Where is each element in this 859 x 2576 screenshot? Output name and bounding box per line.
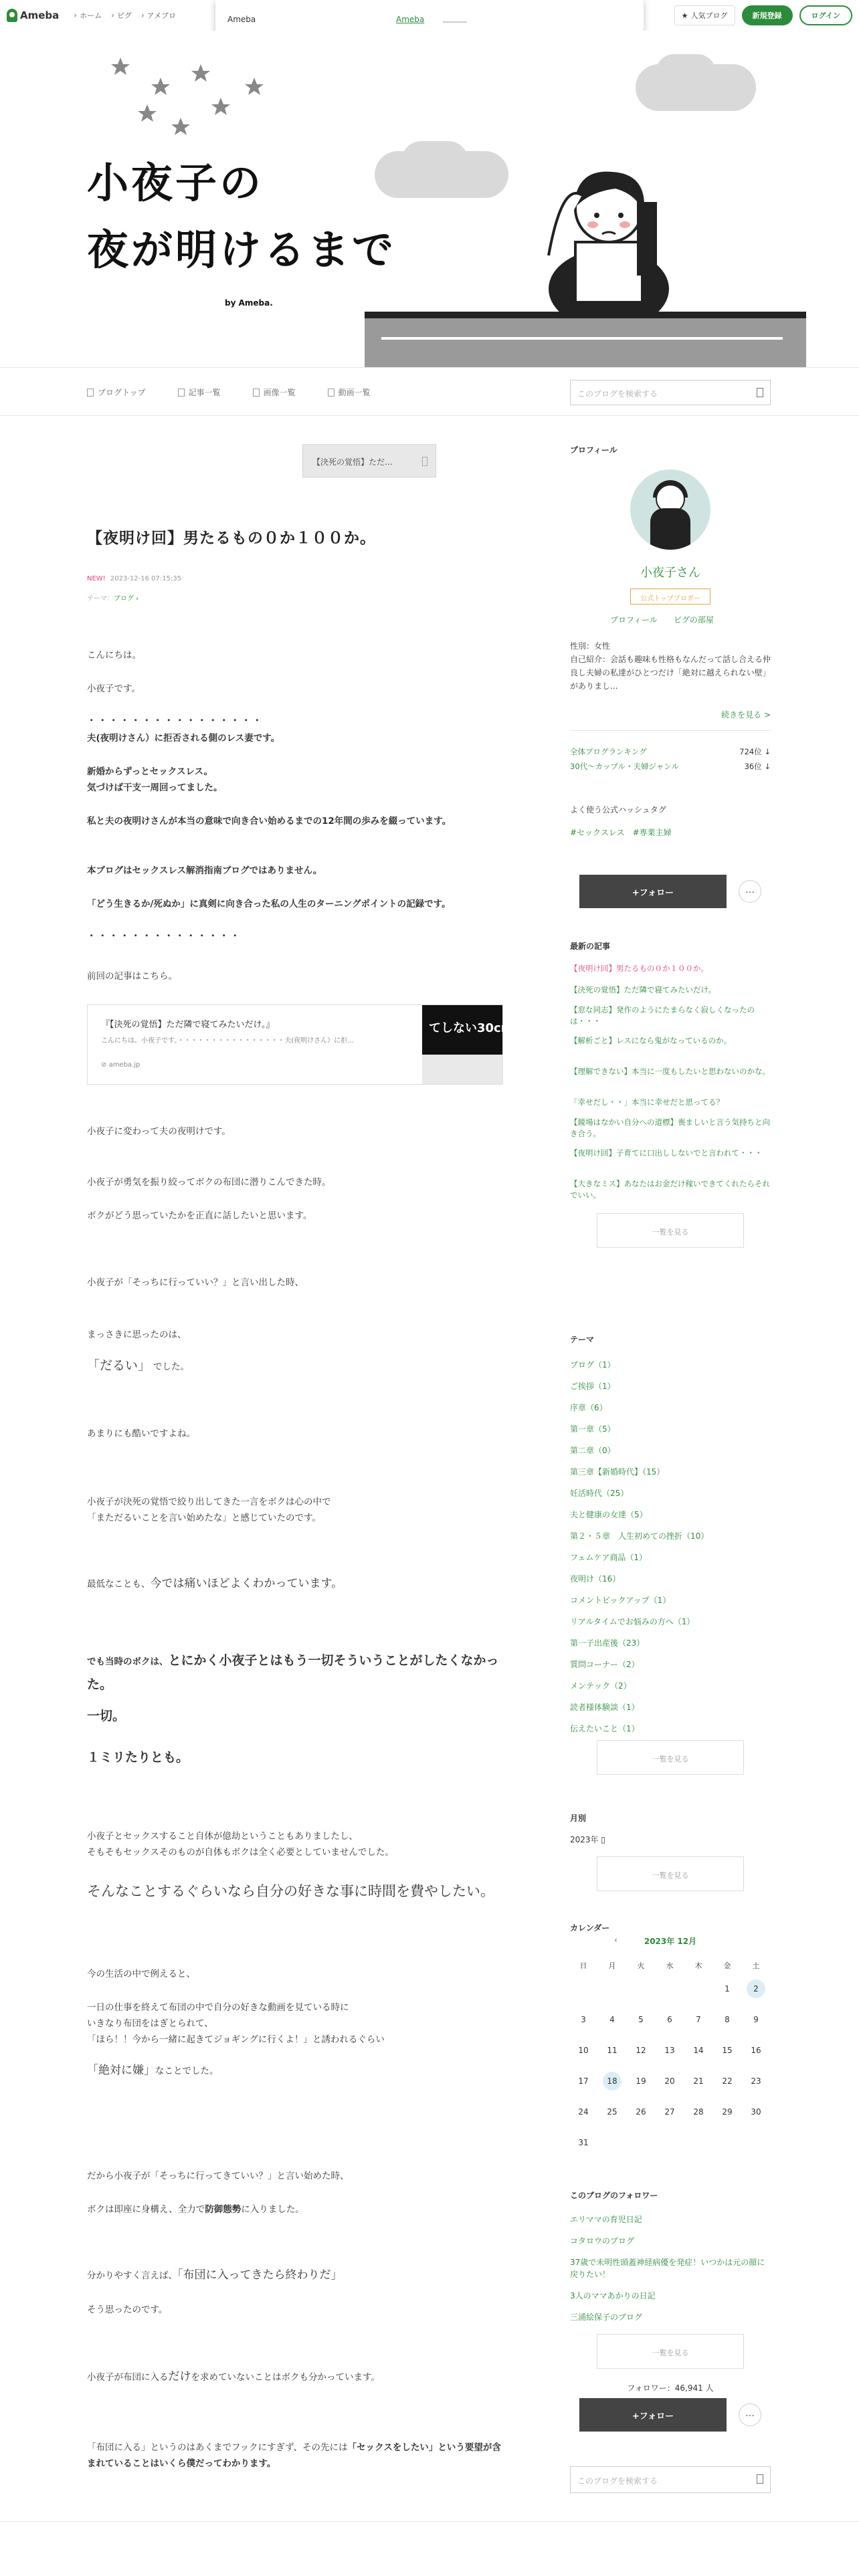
ranking-genre[interactable] [570,761,771,772]
theme-item[interactable]: 夫と健康の女達（5） [570,1510,648,1519]
calendar-day-number: 31 [578,2138,589,2147]
calendar-day-number: 30 [751,2107,761,2117]
calendar-day [685,2038,712,2062]
calendar-day-number: 14 [693,2046,704,2055]
blog-search-input[interactable] [570,380,771,405]
paragraph [87,2062,503,2079]
emphasis-text: とにかく小夜子とはもう一切そういうことがしたくなかった。 [87,1653,499,1692]
calendar-day [656,2069,683,2093]
calendar-day-number: 15 [722,2046,733,2055]
paragraph [87,1649,503,1697]
paragraph: 一切。 [87,1709,126,1723]
table-illustration [365,312,806,368]
follower-blog[interactable]: コタロウのブログ [570,2236,635,2246]
emphasis-text: 「だるい」 [87,1358,145,1373]
hashtag[interactable]: #セックスレス [570,828,625,837]
article-link-card[interactable] [87,1004,514,1085]
chevron-right-icon: › [134,595,139,603]
link-card-host [101,1061,140,1069]
popular-blog-link[interactable] [674,5,735,25]
pigg-room-link[interactable]: ピグの部屋 [673,615,714,625]
follower-blog[interactable]: 三浦絵保子のブログ [570,2313,643,2322]
paragraph: 新婚からずっとセックスレス。 [87,766,213,777]
latest-article[interactable]: 【決死の覚悟】ただ隣で寝てみたいだけ。 [570,985,717,994]
calendar-day [628,2008,654,2032]
banner-title [87,150,396,284]
theme-item[interactable]: コメントピックアップ（1） [570,1596,671,1605]
paragraph-text: ボクは即座に身構え、全力で [87,2204,205,2215]
calendar-day-number: 24 [578,2107,589,2117]
calendar-day-number: 23 [751,2076,761,2086]
paragraph: 気づけば干支一周回ってました。 [87,782,223,793]
follow-button[interactable]: +フォロー [579,875,727,908]
calendar-day [714,2100,741,2124]
calendar-day-number: 2 [747,1979,765,1998]
emphasis-text: 防御態勢 [205,2204,242,2215]
calendar-day-number: 28 [693,2107,704,2117]
theme-link[interactable]: ブログ [114,595,134,603]
paragraph: ・・・・・・・・・・・・・・ [87,931,242,942]
profile-links [610,614,714,625]
thumbnail-text: てしない30cm [429,1021,514,1035]
calendar-day-number: 6 [667,2015,672,2024]
paragraph: 小夜子が「そっちに行っていい？」と言い出した時、 [87,1277,304,1288]
banner-title-line2: 夜が明けるまで [87,225,397,274]
calendar-day [743,2008,769,2032]
paragraph-text: でした。 [153,1362,190,1372]
calendar-day-number: 10 [578,2046,589,2055]
ranking-genre-label: 30代〜カップル・夫婦ジャンル [570,762,680,771]
calendar-weekday: 日 [579,1961,587,1970]
popup-divider [443,21,467,23]
calendar-day-number: 16 [751,2046,761,2055]
paragraph-text: なことでした。 [155,2066,219,2076]
footer-divider [0,2521,859,2522]
latest-article[interactable]: 【夜明け回】子育てに口出ししないでと言われて・・・ [570,1148,763,1158]
paragraph-text: 分かりやすく言えば、 [87,2270,177,2281]
table-line [381,337,783,340]
emphasis-text: 「絶対に嫌」 [87,2064,155,2077]
paragraph: 一日の仕事を終えて布団の中で自分の好きな動画を見ている時に [87,2002,349,2013]
paragraph: 前回の記事はこちら。 [87,971,177,982]
latest-article[interactable]: 【夜明け回】男たるもの０か１００か。 [570,964,708,973]
nav-article-list[interactable] [178,387,221,398]
star-icon: ★ [681,11,688,20]
theme-item[interactable]: 第一子出産後（23） [570,1638,645,1648]
home-icon [87,389,94,397]
paragraph: 小夜子です。 [87,683,140,694]
paragraph: あまりにも酷いですよね。 [87,1428,195,1439]
theme-item[interactable]: ご挨拶（1） [570,1382,615,1391]
link-card-title: 『【決死の覚悟】ただ隣で寝てみたいだけ。』 [101,1020,275,1030]
nav-blog-top-label: ブログトップ [98,388,146,397]
calendar-day [743,2069,769,2093]
nav-image-list-label: 画像一覧 [263,388,296,397]
paragraph: 小夜子に変わって夫の夜明けです。 [87,1126,231,1137]
paragraph-text: 最低なことも、 [87,1579,151,1590]
calendar-day-number: 21 [693,2076,704,2086]
stars-decoration [107,51,281,138]
emphasis-text: 今では痛いほどよくわかっています。 [150,1577,343,1590]
official-blogger-badge[interactable]: 公式トップブロガー [630,588,710,605]
profile-link[interactable]: プロフィール [610,615,658,625]
video-icon [328,389,335,397]
nav-video-list-label: 動画一覧 [338,388,371,397]
month-select-value: 2023年 [570,1835,599,1844]
prev-article-button[interactable] [302,444,436,477]
paragraph: ・・・・・・・・・・・・・・・・ [87,716,264,726]
article-theme [87,593,138,603]
calendar-day-number: 18 [603,2072,622,2090]
calendar-day[interactable] [599,2069,626,2093]
chevron-down-icon: ▯ [598,1835,605,1844]
paragraph-text: 「布団に入る」というのはあくまでフックにすぎず、その先には [87,2442,348,2453]
theme-item[interactable]: 第２・５章 人生初めての挫折（10） [570,1531,709,1541]
ranking-overall[interactable] [570,746,771,757]
theme-item[interactable]: 第二章（0） [570,1446,615,1455]
follower-blog[interactable]: 37歳で未明性頭蓋神経病優を発症！いつかは元の顔に戻りたい！ [570,2258,765,2279]
follower-count: フォロワー：46,941 人 [627,2383,714,2393]
article-meta [87,575,181,582]
latest-article[interactable]: 「幸せだし・・」本当に幸せだと思ってる？ [570,1097,724,1107]
calendar-day [628,2100,654,2124]
paragraph: 「どう生きるか/死ぬか」に真剣に向き合った私の人生のターニングポイントの記録です。 [87,899,451,909]
theme-item[interactable]: 第三章【新婚時代】（15） [570,1467,665,1477]
avatar[interactable] [630,469,710,550]
latest-article[interactable]: 【窓な同志】発作のようにたまらなく寂しくなったのは・・・ [570,1005,755,1026]
follow-button-bottom[interactable]: +フォロー [579,2398,727,2432]
paragraph [87,1358,503,1375]
latest-heading: 最新の記事 [570,942,611,951]
calendar-day-number: 19 [636,2076,646,2086]
paragraph: そんなことするぐらいなら自分の好きな事に時間を費やしたい。 [87,1883,494,1899]
calendar-day [599,2038,626,2062]
banner-title-line1: 小夜子の [87,158,264,207]
blog-search-placeholder: このブログを検索する [577,389,658,399]
profile-more-link[interactable]: 続きを見る > [721,710,771,720]
more-options-button[interactable]: … [739,880,761,903]
calendar-day [656,2100,683,2124]
emphasis-text: 「セックスをしたい」という要望が含まれていることはいくら僕だってわかります。 [87,2442,501,2469]
latest-see-more-button[interactable]: 一覧を見る [597,1213,744,1248]
calendar-day-number: 7 [696,2015,701,2024]
calendar-weekday: 金 [723,1961,731,1970]
latest-article[interactable]: 【解析ごと】レスになら鬼がなっているのか。 [570,1036,732,1045]
article-title[interactable]: 【夜明け回】男たるもの０か１００か。 [87,530,376,547]
ameba-logo[interactable] [7,9,59,22]
nav-pigg[interactable]: › ピグ [111,10,132,21]
theme-see-more-button[interactable]: 一覧を見る [597,1740,744,1775]
hashtag-list [570,827,672,838]
search-icon[interactable] [757,388,763,397]
paragraph: そう思ったのです。 [87,2304,168,2315]
profile-intro: 自己紹介：会話も趣味も性格もなんだって話し合える仲良し夫婦の私達がひとつだけ「絶対に越えられない壁」がありまし... [570,655,771,691]
calendar-weekday: 月 [608,1961,616,1970]
calendar-day [714,2008,741,2032]
calendar-day-number: 9 [753,2015,759,2024]
month-select[interactable] [570,1834,605,1845]
blog-nav-items [87,387,371,398]
sidebar-search-input[interactable] [570,2466,771,2493]
list-icon [178,389,185,397]
paragraph-text: に入りました。 [241,2204,304,2215]
calendar-day-number: 26 [636,2107,646,2117]
theme-item[interactable]: 序章（6） [570,1403,607,1412]
calendar-weekday: 火 [637,1961,645,1970]
ranking-overall-value: 724位 ↓ [739,747,771,756]
theme-item[interactable]: 伝えたいこと（1） [570,1724,640,1733]
ranking-genre-value: 36位 ↓ [744,762,771,771]
calendar-day [599,2008,626,2032]
paragraph: だから小夜子が「そっちに行ってきていい？」と言い始めた時、 [87,2171,349,2181]
latest-article[interactable]: 【鏡場はなかい自分への道標】喪ましいと言う気持ちと向き合う。 [570,1117,770,1138]
link-card-thumbnail [422,1005,514,1084]
theme-item[interactable]: 夜明け（16） [570,1574,621,1584]
follower-blog[interactable]: エリママの育児日記 [570,2215,642,2224]
paragraph: 夫(夜明けさん）に拒否される側のレス妻です。 [87,733,280,744]
calendar-day-number: 20 [664,2076,675,2086]
calendar-day-number: 1 [725,1984,730,1994]
profile-heading: プロフィール [570,445,617,455]
calendar-weekday: 水 [666,1961,674,1970]
calendar-day-number: 11 [607,2046,617,2055]
calendar-day [570,2100,597,2124]
paragraph-text: 小夜子が布団に入る [87,2372,169,2383]
calendar-day-number: 12 [636,2046,646,2055]
calendar-day [714,2069,741,2093]
calendar-day [743,2100,769,2124]
paragraph: 小夜子が決死の覚悟で絞り出してきた一言をボクは心の中で [87,1497,331,1507]
paragraph: 「ほら！！今から一緒に起きてジョギングに行くよ！」と誘われるぐらい [87,2034,385,2045]
calendar-day-number: 8 [725,2015,730,2024]
paragraph [87,1576,503,1592]
nav-video-list[interactable] [328,387,371,398]
sidebar-search-placeholder: このブログを検索する [577,2476,658,2486]
blog-nav [0,368,859,416]
paragraph: いきなり布団をはぎとられて、 [87,2018,213,2029]
calendar-day-number: 13 [664,2046,675,2055]
ameba-logo-icon [7,9,17,22]
hashtag[interactable]: #専業主婦 [632,828,672,837]
chevron-icon [422,457,427,466]
theme-item[interactable]: 妊活時代（25） [570,1489,629,1498]
calendar-day [685,2100,712,2124]
latest-article[interactable]: 【理解できない】本当に一度もしたいと思わないのかな。 [570,1067,770,1076]
profile-text [570,639,771,693]
more-options-button-bottom[interactable]: … [739,2403,761,2426]
avatar-body [650,508,690,550]
hashtag-heading: よく使う公式ハッシュタグ [570,805,666,815]
theme-item[interactable]: 質問コーナー（2） [570,1660,640,1669]
cloud-illustration [656,54,716,91]
link-card-host-text: ameba.jp [108,1061,140,1069]
paragraph [87,2267,503,2284]
woman-illustration [522,155,709,322]
theme-item[interactable]: 第一章（5） [570,1424,615,1434]
calendar-day [570,2038,597,2062]
calendar-day-number: 29 [722,2107,733,2117]
nav-ameblo[interactable]: › アメブロ [141,10,176,21]
article-date: 2023-12-16 07:15:35 [110,575,182,582]
paragraph [87,2202,503,2218]
calendar-heading: カレンダー [570,1923,610,1933]
search-icon[interactable] [757,2474,763,2484]
calendar-day [570,2008,597,2032]
calendar-day-number: 27 [664,2107,675,2117]
paragraph: １ミリたりとも。 [87,1750,189,1765]
link-card-description: こんにちは。小夜子です。・・・・・・・・・・・・・・・・夫(夜明けさん）に拒... [101,1037,354,1045]
profile-gender: 性別：女性 [570,641,611,651]
paragraph: そもそもセックスそのものが自体もボクは全く必要としていませんでした。 [87,1847,394,1858]
emphasis-text: だけ [168,2370,191,2383]
theme-heading: テーマ [570,1335,595,1344]
thumbnail-illustration [422,1052,502,1084]
calendar-day [628,2069,654,2093]
follower-blog[interactable]: 3人のママあかりの日記 [570,2291,656,2300]
prev-article-label: 【決死の覚悟】ただ... [312,457,393,467]
theme-label: テーマ： [87,595,114,603]
calendar-day-number: 22 [722,2076,733,2086]
paragraph: 本ブログはセックスレス解消指南ブログではありません。 [87,865,322,876]
paragraph-text: でも当時のボクは、 [87,1656,169,1667]
calendar-day-number: 25 [607,2107,617,2117]
new-badge: NEW! [87,575,106,582]
nav-article-list-label: 記事一覧 [188,388,221,397]
popup-link[interactable]: Ameba [396,15,425,24]
monthly-see-more-button[interactable]: 一覧を見る [597,1856,744,1891]
banner-by-ameba: by Ameba. [225,298,273,308]
cloud-illustration [401,141,468,181]
signup-button[interactable]: 新規登録 [742,5,793,25]
paragraph: 小夜子が勇気を振り絞ってボクの布団に潜りこんできた時。 [87,1177,331,1188]
calendar-day-number: 4 [609,2015,615,2024]
calendar-day[interactable] [743,1977,769,2001]
calendar-prev-icon[interactable]: ‹ [614,1935,617,1945]
paragraph: 小夜子とセックスすること自体が億劫ということもありましたし、 [87,1831,358,1842]
calendar-day [656,2008,683,2032]
emphasis-text: 「布団に入ってきたら終わりだ」 [177,2268,343,2282]
nav-blog-top[interactable] [87,387,146,398]
calendar-day-number: 17 [578,2076,589,2086]
calendar-weekday: 木 [694,1961,702,1970]
calendar-day [570,2069,597,2093]
divider [570,730,771,731]
paragraph: 今の生活の中で例えると、 [87,1969,195,1979]
paragraph: ボクがどう思っていたかを正直に話したいと思います。 [87,1210,312,1221]
monthly-heading: 月別 [570,1814,587,1823]
theme-item[interactable]: リアルタイムでお悩みの方へ（1） [570,1617,695,1626]
theme-item[interactable]: ブログ（1） [570,1360,615,1370]
header-actions [674,5,852,25]
paragraph [87,2369,503,2385]
logo-text: Ameba [20,9,60,21]
calendar-day [628,2038,654,2062]
calendar-day-number: 3 [581,2015,586,2024]
calendar-day [599,2100,626,2124]
paragraph: こんにちは。 [87,650,141,661]
login-button[interactable]: ログイン [799,5,852,25]
nav-image-list[interactable] [253,387,296,398]
followers-see-more-button[interactable]: 一覧を見る [597,2334,744,2369]
paragraph: まっさきに思ったのは、 [87,1329,187,1340]
blog-header-banner[interactable] [0,31,859,368]
paragraph-text: を求めていないことはボクも分かっています。 [191,2372,380,2383]
popup-title: Ameba [227,15,256,24]
calendar-day [714,1977,741,2001]
ranking-overall-label: 全体ブログランキング [570,747,647,756]
nav-home[interactable]: › ホーム [74,10,102,21]
paragraph: 「まただるいことを言い始めたな」と感じていたのです。 [87,1513,321,1523]
theme-item[interactable]: メンテック（2） [570,1681,632,1691]
calendar-weekday: 土 [752,1961,760,1970]
followers-heading: このブログのフォロワー [570,2191,658,2200]
paragraph [87,2440,503,2472]
calendar-day [570,2131,597,2155]
theme-item[interactable]: 読者様体験談（1） [570,1703,640,1712]
paragraph: 私と夫の夜明けさんが本当の意味で向き合い始めるまでの12年間の歩みを綴っています。 [87,816,452,827]
image-icon [253,389,260,397]
calendar-day [685,2008,712,2032]
calendar-day [656,2038,683,2062]
latest-article[interactable]: 【大きなミス】あなたはお金だけ稼いできてくれたらそれでいい。 [570,1179,770,1200]
calendar-day [743,2038,769,2062]
calendar-day-number: 5 [638,2015,644,2024]
calendar-day [685,2069,712,2093]
popular-blog-label: 人気ブログ [690,11,728,20]
theme-item[interactable]: フェムケア商品（1） [570,1553,648,1562]
profile-name[interactable]: 小夜子さん [640,566,700,580]
calendar-month: 2023年 12月 [644,1937,697,1946]
link-icon: ⊘ [101,1061,109,1069]
calendar-day [714,2038,741,2062]
global-nav [74,10,176,21]
